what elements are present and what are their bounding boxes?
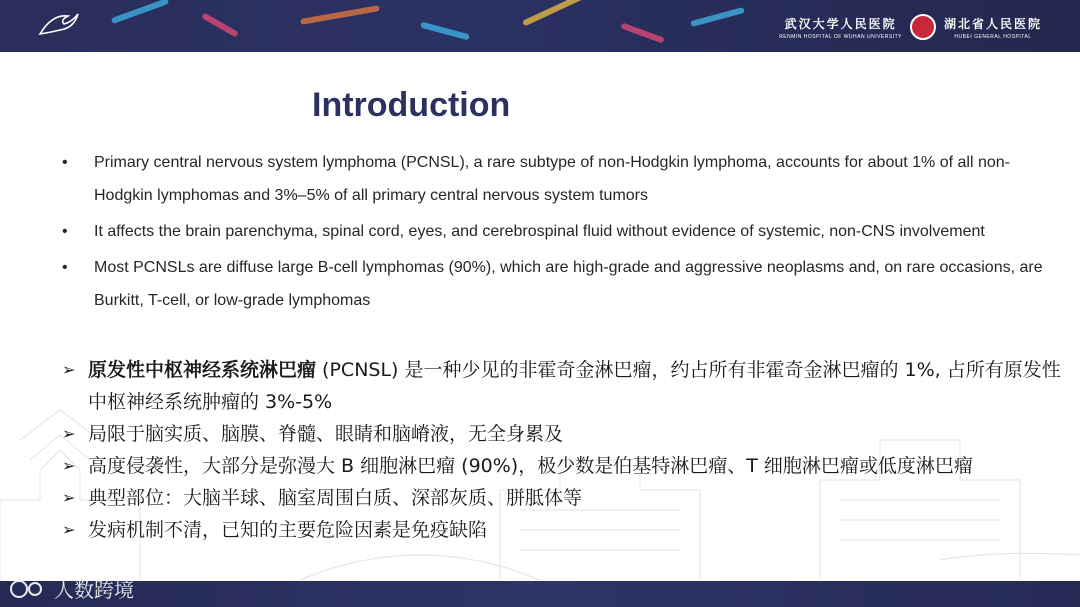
bullet-bold-text: 原发性中枢神经系统淋巴瘤 [88,359,317,381]
hospital-seal-icon [910,14,936,40]
list-item [62,514,1062,546]
list-item [62,418,1062,450]
list-item [62,146,1052,212]
list-item [62,354,1062,418]
arrow-marker-icon: ➢ [62,360,76,379]
bullet-marker: • [62,154,68,171]
bullet-text: Most PCNSLs are diffuse large B-cell lymphomas (90%), which are high-grade and aggressive neoplasms and, on rare occasions, are Burkitt, T-cell, or low-grade lymphomas [94,259,1043,309]
watermark-text: 人数跨境 [54,578,134,602]
bullet-text: 典型部位：大脑半球、脑室周围白质、深部灰质、胼胝体等 [88,487,583,509]
hospital-name-1: 武汉大学人民医院 [784,16,897,31]
watermark-logo-icon [8,578,48,600]
chinese-bullet-list [62,354,1062,546]
english-bullet-list [62,146,1052,320]
bottom-banner [0,581,1080,607]
bullet-text: (PCNSL) 是一种少见的非霍奇金淋巴瘤，约占所有非霍奇金淋巴瘤的 1%, 占所有原发性中枢神经系统肿瘤的 3%-5% [88,359,1061,413]
bullet-text: Primary central nervous system lymphoma (PCNSL), a rare subtype of non-Hodgkin lymphoma, accounts for about 1% of all non-Hodgkin lymphomas and 3%–5% of all primary central nervous system tumors [94,154,1010,204]
watermark [8,574,134,603]
list-item [62,251,1052,317]
bullet-text: 高度侵袭性，大部分是弥漫大 B 细胞淋巴瘤 (90%)，极少数是伯基特淋巴瘤、T 细胞淋巴瘤或低度淋巴瘤 [88,455,973,477]
list-item [62,482,1062,514]
page-title: Introduction [312,86,511,124]
hospital-sub-2: HUBEI GENERAL HOSPITAL [954,33,1032,40]
arrow-marker-icon: ➢ [62,520,76,539]
list-item [62,450,1062,482]
bullet-text: 局限于脑实质、脑膜、脊髓、眼睛和脑嵴液，无全身累及 [88,423,564,445]
crane-logo-icon [38,10,80,40]
bullet-text: It affects the brain parenchyma, spinal cord, eyes, and cerebrospinal fluid without evidence of systemic, non-CNS involvement [94,223,985,240]
list-item [62,215,1052,248]
bullet-text: 发病机制不清，已知的主要危险因素是免疫缺陷 [88,519,488,541]
hospital-name-2: 湖北省人民医院 [943,16,1042,31]
hospital-sub-1: RENMIN HOSPITAL OF WUHAN UNIVERSITY [779,33,902,40]
arrow-marker-icon: ➢ [62,456,76,475]
hospital-logos [779,10,1042,44]
top-banner [0,0,1080,52]
arrow-marker-icon: ➢ [62,488,76,507]
arrow-marker-icon: ➢ [62,424,76,443]
bullet-marker: • [62,259,68,276]
bullet-marker: • [62,223,68,240]
